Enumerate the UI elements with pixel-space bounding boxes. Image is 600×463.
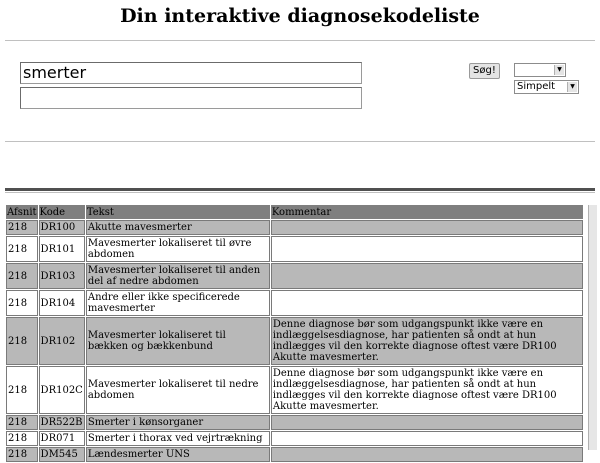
cell-kode: DR102: [39, 317, 85, 365]
table-row[interactable]: [6, 263, 583, 289]
cell-kommentar: [271, 220, 583, 235]
table-row[interactable]: [6, 290, 583, 316]
cell-kommentar: [271, 263, 583, 289]
filter-select[interactable]: [514, 63, 566, 77]
cell-kode: DR100: [39, 220, 85, 235]
table-row[interactable]: [6, 220, 583, 235]
cell-kode: DR071: [39, 431, 85, 446]
table-row[interactable]: [6, 431, 583, 446]
cell-afsnit: 218: [6, 447, 38, 462]
cell-kode: DR104: [39, 290, 85, 316]
cell-afsnit: 218: [6, 236, 38, 262]
cell-kommentar: [271, 431, 583, 446]
cell-kommentar: [271, 447, 583, 462]
cell-kommentar: Denne diagnose bør som udgangspunkt ikke være en indlæggelsesdiagnose, har patienten så ondt at hun indlægges vil den korrekte diagnose oftest være DR100 Akutte mavesmerter.: [271, 366, 583, 414]
cell-tekst: Smerter i kønsorganer: [86, 415, 270, 430]
cell-kommentar: Denne diagnose bør som udgangspunkt ikke være en indlæggelsesdiagnose, har patienten så ondt at hun indlægges vil den korrekte diagnose oftest være DR100 Akutte mavesmerter.: [271, 317, 583, 365]
cell-afsnit: 218: [6, 366, 38, 414]
cell-kode: DR522B: [39, 415, 85, 430]
chevron-down-icon: ▼: [567, 82, 577, 92]
search-input[interactable]: [20, 62, 362, 84]
cell-kommentar: [271, 290, 583, 316]
cell-afsnit: 218: [6, 290, 38, 316]
table-body: [6, 220, 583, 462]
cell-afsnit: 218: [6, 263, 38, 289]
cell-kommentar: [271, 415, 583, 430]
page-title: Din interaktive diagnosekodeliste: [120, 5, 480, 27]
cell-kode: DM545: [39, 447, 85, 462]
cell-tekst: Lændesmerter UNS: [86, 447, 270, 462]
column-header-kode[interactable]: Kode: [39, 205, 85, 219]
cell-kode: DR101: [39, 236, 85, 262]
column-header-afsnit[interactable]: Afsnit: [7, 206, 37, 218]
cell-kode: DR102C: [39, 366, 85, 414]
table-row[interactable]: [6, 415, 583, 430]
cell-tekst: Mavesmerter lokaliseret til nedre abdomen: [86, 366, 270, 414]
secondary-search-input[interactable]: [20, 87, 362, 109]
cell-afsnit: 218: [6, 220, 38, 235]
table-row[interactable]: [6, 366, 583, 414]
cell-kode: DR103: [39, 263, 85, 289]
results-table: [5, 204, 584, 463]
column-header-kommentar[interactable]: Kommentar: [271, 205, 583, 219]
cell-tekst: Mavesmerter lokaliseret til øvre abdomen: [86, 236, 270, 262]
cell-afsnit: 218: [6, 415, 38, 430]
cell-tekst: Mavesmerter lokaliseret til bækken og bækkenbund: [86, 317, 270, 365]
cell-tekst: Andre eller ikke specificerede mavesmerter: [86, 290, 270, 316]
filter-select-value: [515, 64, 517, 75]
table-row[interactable]: [6, 317, 583, 365]
column-header-tekst[interactable]: Tekst: [86, 205, 270, 219]
cell-tekst: Mavesmerter lokaliseret til anden del af nedre abdomen: [86, 263, 270, 289]
divider-top: [5, 40, 595, 41]
search-button[interactable]: Søg!: [469, 63, 500, 79]
cell-afsnit: 218: [6, 431, 38, 446]
mode-select-value: Simpelt: [517, 81, 556, 92]
chevron-down-icon: ▼: [554, 65, 564, 75]
cell-afsnit: 218: [6, 317, 38, 365]
table-row[interactable]: [6, 236, 583, 262]
divider-middle: [5, 141, 595, 142]
table-header-row: [6, 205, 583, 219]
cell-kommentar: [271, 236, 583, 262]
mode-select[interactable]: [514, 80, 579, 94]
cell-tekst: Akutte mavesmerter: [86, 220, 270, 235]
cell-tekst: Smerter i thorax ved vejrtrækning: [86, 431, 270, 446]
divider-thick: [5, 188, 595, 191]
divider-thick-shadow: [5, 192, 595, 193]
table-row[interactable]: [6, 447, 583, 462]
scrollbar[interactable]: [588, 205, 597, 450]
